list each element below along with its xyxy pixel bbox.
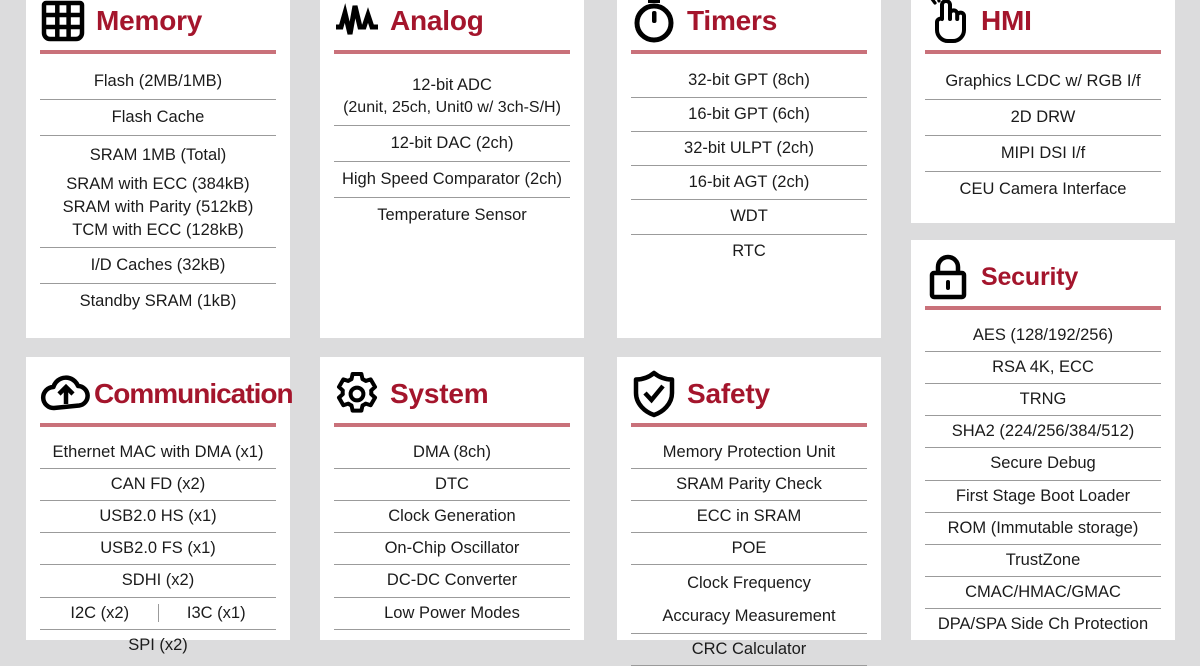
feature-item: Memory Protection Unit xyxy=(631,437,867,469)
card-analog xyxy=(320,0,584,338)
memory-grid-icon xyxy=(40,0,86,44)
feature-item: ROM (Immutable storage) xyxy=(925,513,1161,545)
card-timers-header xyxy=(617,0,881,44)
feature-item: MIPI DSI I/f xyxy=(925,136,1161,172)
feature-item: SHA2 (224/256/384/512) xyxy=(925,416,1161,448)
card-timers-feature-list xyxy=(631,54,867,268)
stopwatch-icon xyxy=(631,0,677,44)
feature-item: SRAM 1MB (Total) xyxy=(89,146,227,165)
card-security-feature-list xyxy=(925,310,1161,640)
feature-item: Ethernet MAC with DMA (x1) xyxy=(40,437,276,469)
card-safety-feature-list xyxy=(631,427,867,666)
feature-item-split xyxy=(40,598,276,630)
feature-item: I/D Caches (32kB) xyxy=(40,248,276,284)
feature-item: High Speed Comparator (2ch) xyxy=(334,162,570,198)
feature-item: SRAM Parity Check xyxy=(631,469,867,501)
feature-item: 32-bit ULPT (2ch) xyxy=(631,132,867,166)
feature-item: TrustZone xyxy=(925,545,1161,577)
feature-item: I2C (x2) xyxy=(70,603,130,622)
feature-item: WDT xyxy=(631,200,867,234)
feature-item: Low Power Modes xyxy=(334,598,570,630)
card-system-title: System xyxy=(390,378,489,409)
feature-item: 12-bit ADC xyxy=(412,76,492,94)
feature-item: First Stage Boot Loader xyxy=(925,481,1161,513)
feature-item: 2D DRW xyxy=(925,100,1161,136)
card-analog-title: Analog xyxy=(390,5,484,36)
waveform-icon xyxy=(334,0,380,44)
feature-item: DC-DC Converter xyxy=(334,565,570,597)
feature-item: SRAM with Parity (512kB) xyxy=(62,197,254,216)
feature-item: SPI (x2) xyxy=(128,635,188,654)
card-system-header xyxy=(320,357,584,417)
card-communication xyxy=(26,357,293,654)
card-timers-title: Timers xyxy=(687,5,778,36)
card-hmi-feature-list xyxy=(925,54,1161,207)
feature-item: CMAC/HMAC/GMAC xyxy=(925,577,1161,609)
feature-item: 32-bit GPT (8ch) xyxy=(631,64,867,98)
card-hmi-header xyxy=(911,0,1175,44)
card-memory-title: Memory xyxy=(96,5,203,36)
feature-item: 16-bit GPT (6ch) xyxy=(631,98,867,132)
cloud-upload-icon xyxy=(40,371,92,417)
card-analog-feature-list xyxy=(334,54,570,233)
feature-item: DMA (8ch) xyxy=(334,437,570,469)
card-safety-header xyxy=(617,357,881,417)
card-analog-header xyxy=(320,0,584,44)
feature-item: Clock Generation xyxy=(334,501,570,533)
feature-item: Clock Frequency xyxy=(687,574,811,593)
feature-item: Standby SRAM (1kB) xyxy=(79,292,237,311)
feature-item: Flash Cache xyxy=(40,100,276,136)
card-hmi-title: HMI xyxy=(981,5,1032,36)
card-communication-header xyxy=(26,357,293,417)
feature-item: POE xyxy=(631,533,867,565)
card-memory xyxy=(26,0,290,338)
touch-hand-icon xyxy=(925,0,971,44)
feature-item: DPA/SPA Side Ch Protection xyxy=(937,614,1149,633)
feature-item: SDHI (x2) xyxy=(40,565,276,597)
feature-item: AES (128/192/256) xyxy=(925,320,1161,352)
feature-item: CRC Calculator xyxy=(631,634,867,666)
feature-item: RSA 4K, ECC xyxy=(925,352,1161,384)
feature-item: On-Chip Oscillator xyxy=(334,533,570,565)
card-system-feature-list xyxy=(334,427,570,630)
feature-item: RTC xyxy=(732,241,766,260)
card-communication-title: Communication xyxy=(94,378,293,409)
gear-icon xyxy=(334,371,380,417)
feature-item: TRNG xyxy=(925,384,1161,416)
card-timers xyxy=(617,0,881,338)
feature-item: DTC xyxy=(334,469,570,501)
feature-item: Graphics LCDC w/ RGB I/f xyxy=(925,64,1161,100)
feature-item: CEU Camera Interface xyxy=(959,180,1127,199)
card-safety xyxy=(617,357,881,658)
feature-item: Flash (2MB/1MB) xyxy=(40,64,276,100)
feature-item: 16-bit AGT (2ch) xyxy=(631,166,867,200)
feature-item: CAN FD (x2) xyxy=(40,469,276,501)
feature-item: USB2.0 FS (x1) xyxy=(40,533,276,565)
card-security-header xyxy=(911,240,1175,300)
card-security xyxy=(911,240,1175,640)
feature-item: 12-bit DAC (2ch) xyxy=(334,126,570,162)
feature-item: Temperature Sensor xyxy=(377,206,527,225)
feature-item: I3C (x1) xyxy=(186,603,246,622)
lock-icon xyxy=(925,254,971,300)
feature-item: TCM with ECC (128kB) xyxy=(40,219,276,249)
feature-item: USB2.0 HS (x1) xyxy=(40,501,276,533)
feature-item: Accuracy Measurement xyxy=(631,600,867,634)
card-memory-header xyxy=(26,0,290,44)
feature-item: (2unit, 25ch, Unit0 w/ 3ch-S/H) xyxy=(334,97,570,126)
feature-item: ECC in SRAM xyxy=(631,501,867,533)
shield-check-icon xyxy=(631,371,677,417)
card-safety-title: Safety xyxy=(687,378,770,409)
feature-item: Secure Debug xyxy=(925,448,1161,480)
card-security-title: Security xyxy=(981,262,1079,291)
feature-item: SRAM with ECC (384kB) xyxy=(66,174,250,193)
card-memory-feature-list xyxy=(40,54,276,320)
card-communication-feature-list xyxy=(40,427,276,661)
card-system xyxy=(320,357,584,640)
card-hmi xyxy=(911,0,1175,223)
